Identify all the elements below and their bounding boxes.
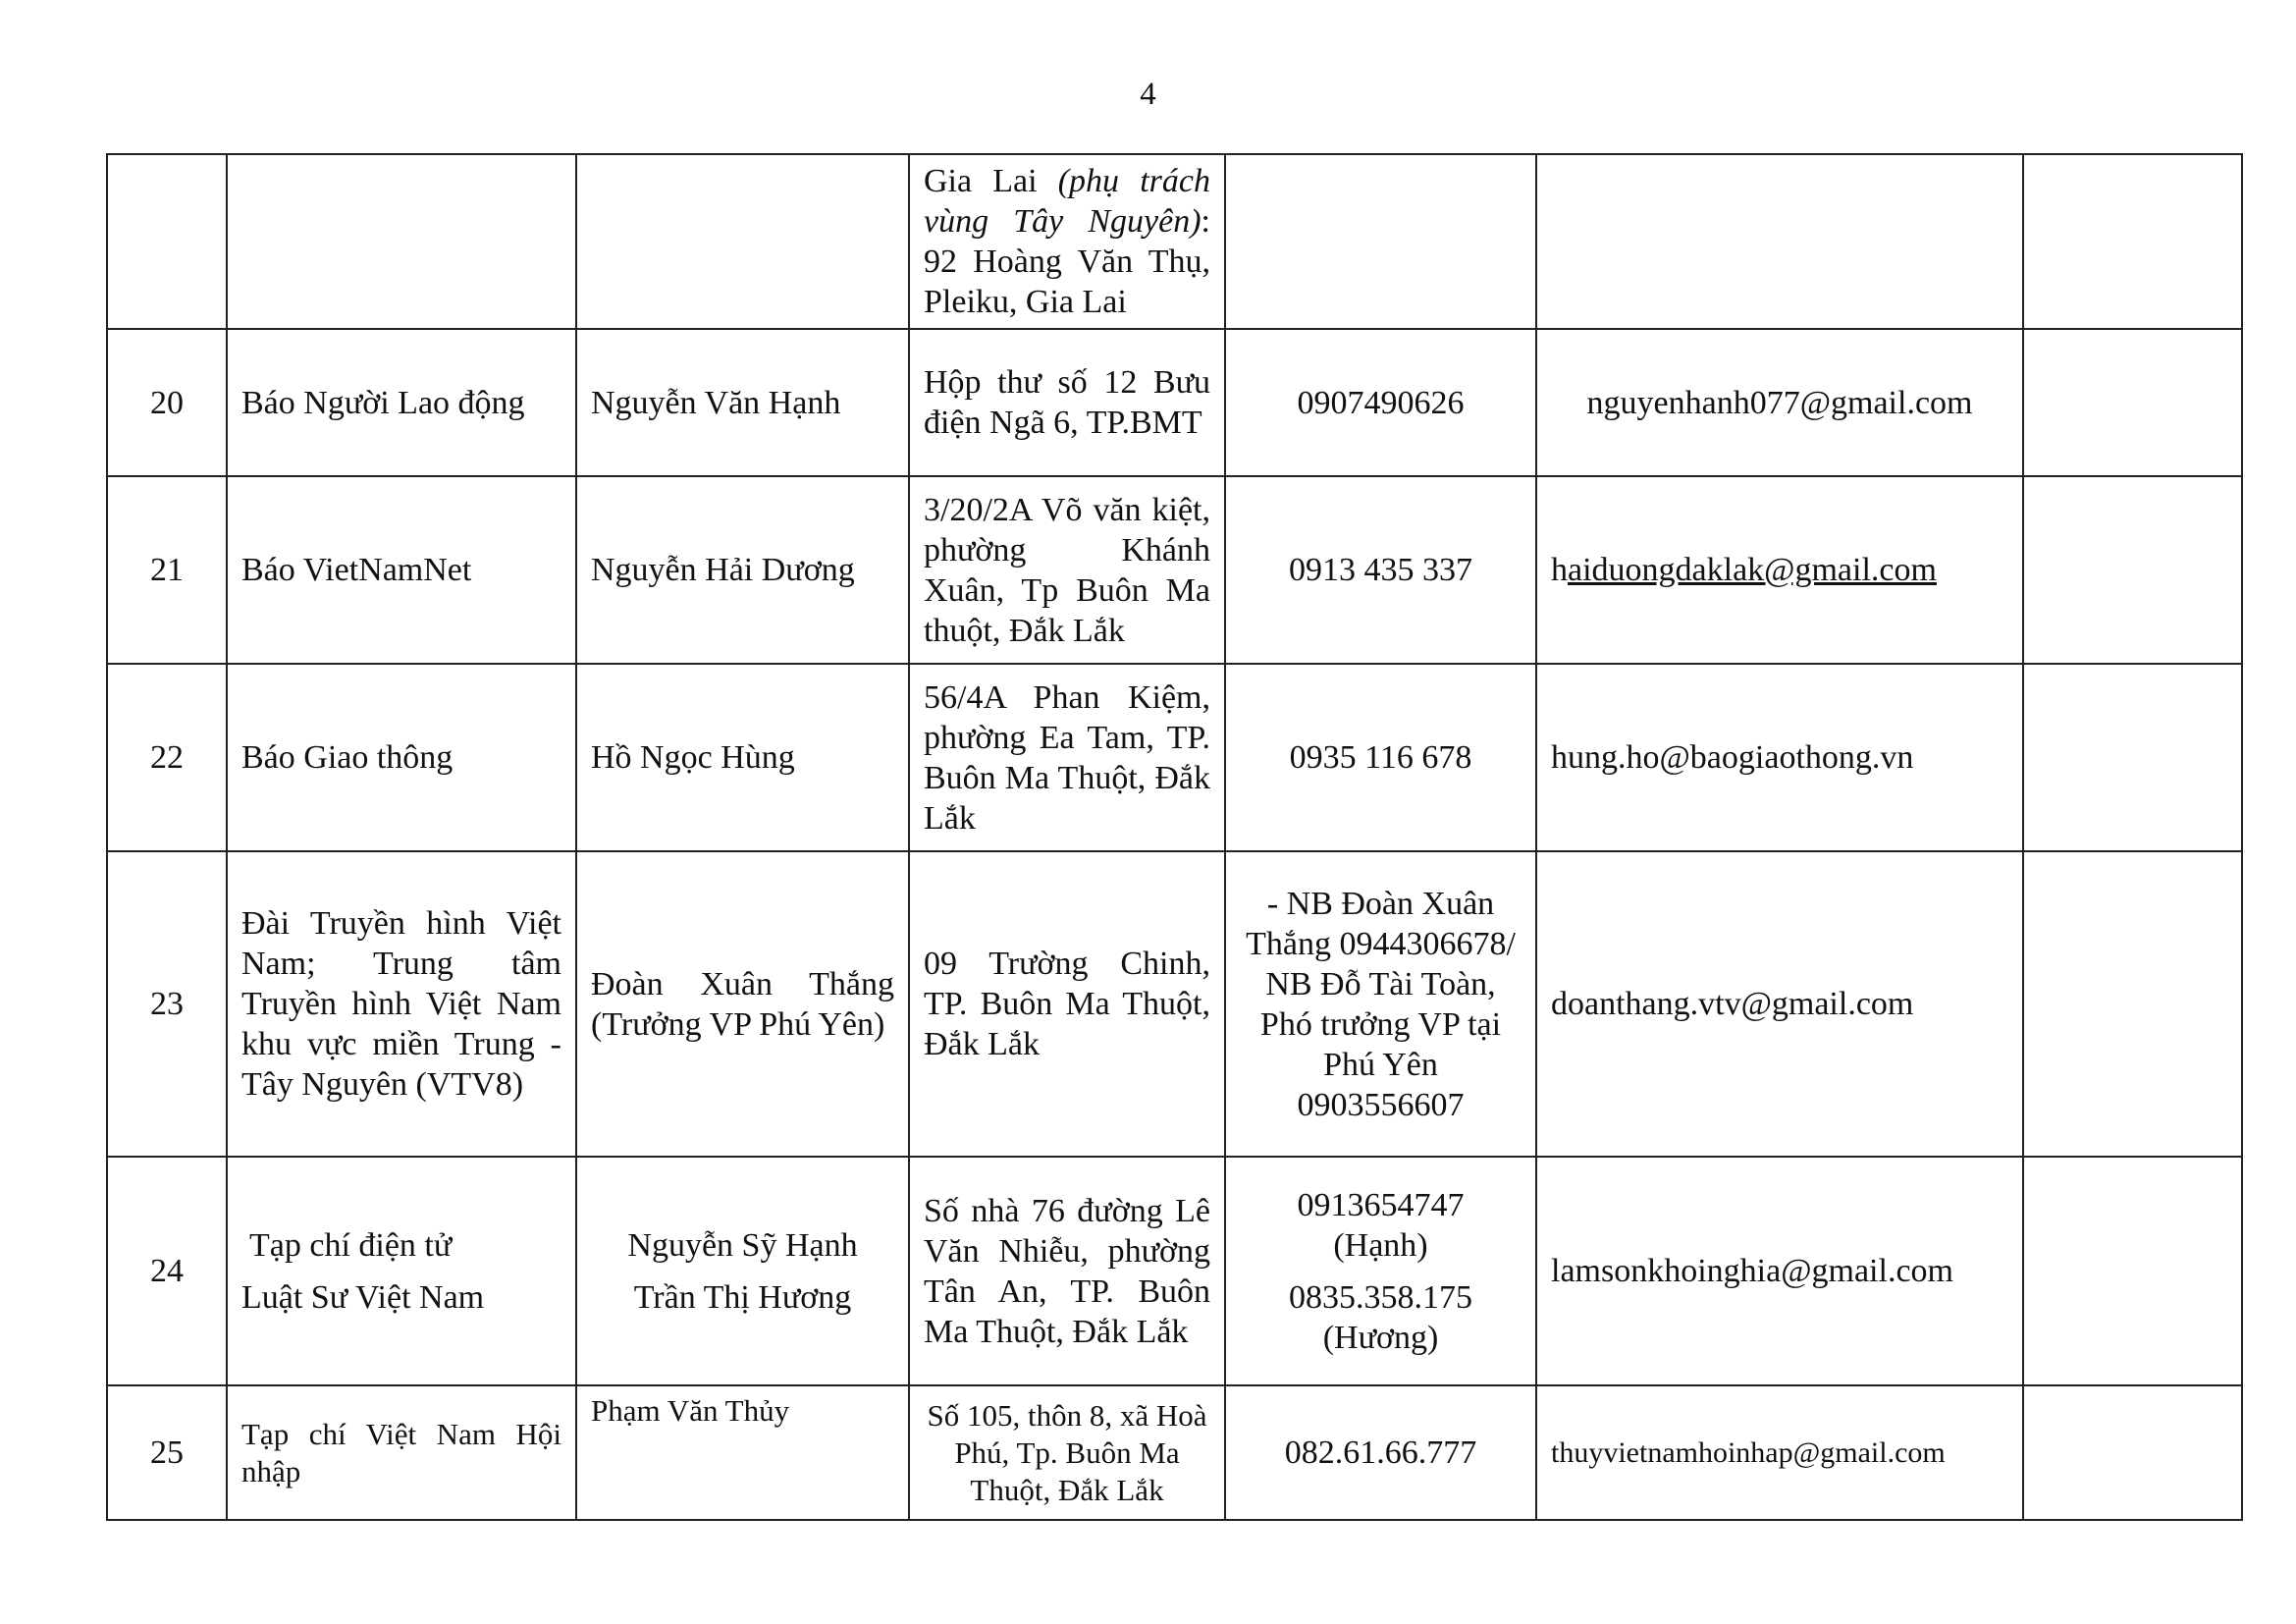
organization-cell: Đài Truyền hình Việt Nam; Trung tâm Truyền hình Việt Nam khu vực miền Trung - Tây Nguyên (VTV8) — [227, 851, 576, 1157]
person-cell: Nguyễn Văn Hạnh — [576, 329, 909, 476]
note-cell — [2023, 329, 2242, 476]
phone-cell — [1225, 154, 1536, 329]
table-row — [107, 1157, 2242, 1385]
email-text: h — [1551, 552, 1568, 588]
address-italic-note: (phụ trách vùng Tây Nguyên) — [924, 163, 1210, 240]
table-row — [107, 1385, 2242, 1520]
phone-cell: 0907490626 — [1225, 329, 1536, 476]
table-row — [107, 664, 2242, 851]
row-number: 24 — [107, 1157, 227, 1385]
person-cell — [576, 154, 909, 329]
phone-line: 0913654747 — [1297, 1186, 1465, 1223]
phone-line: 0835.358.175 — [1289, 1278, 1472, 1316]
person-cell — [576, 1157, 909, 1385]
address-cell: 3/20/2A Võ văn kiệt, phường Khánh Xuân, Tp Buôn Ma thuột, Đắk Lắk — [909, 476, 1225, 664]
note-cell — [2023, 851, 2242, 1157]
row-number: 25 — [107, 1385, 227, 1520]
row-number: 22 — [107, 664, 227, 851]
address-text: Gia Lai — [924, 163, 1058, 199]
row-number: 21 — [107, 476, 227, 664]
note-cell — [2023, 664, 2242, 851]
table-row — [107, 154, 2242, 329]
phone-cell: - NB Đoàn Xuân Thắng 0944306678/ NB Đỗ Tài Toàn, Phó trưởng VP tại Phú Yên 0903556607 — [1225, 851, 1536, 1157]
email-cell[interactable]: nguyenhanh077@gmail.com — [1536, 329, 2023, 476]
email-cell[interactable]: doanthang.vtv@gmail.com — [1536, 851, 2023, 1157]
phone-line: (Hạnh) — [1333, 1226, 1428, 1264]
organization-cell — [227, 154, 576, 329]
phone-cell — [1225, 1157, 1536, 1385]
person-line: Nguyễn Sỹ Hạnh — [627, 1226, 858, 1264]
note-cell — [2023, 154, 2242, 329]
person-cell: Hồ Ngọc Hùng — [576, 664, 909, 851]
row-number: 23 — [107, 851, 227, 1157]
organization-cell — [227, 1157, 576, 1385]
address-cell — [909, 154, 1225, 329]
email-cell — [1536, 154, 2023, 329]
address-cell: 09 Trường Chinh, TP. Buôn Ma Thuột, Đắk Lắk — [909, 851, 1225, 1157]
address-cell: Số 105, thôn 8, xã Hoà Phú, Tp. Buôn Ma Thuột, Đắk Lắk — [909, 1385, 1225, 1520]
person-cell: Đoàn Xuân Thắng (Trưởng VP Phú Yên) — [576, 851, 909, 1157]
person-cell: Phạm Văn Thủy — [576, 1385, 909, 1520]
table-row — [107, 851, 2242, 1157]
table-row — [107, 329, 2242, 476]
person-cell: Nguyễn Hải Dương — [576, 476, 909, 664]
table-row — [107, 476, 2242, 664]
email-cell[interactable]: thuyvietnamhoinhap@gmail.com — [1536, 1385, 2023, 1520]
address-cell: 56/4A Phan Kiệm, phường Ea Tam, TP. Buôn Ma Thuột, Đắk Lắk — [909, 664, 1225, 851]
organization-cell: Báo VietNamNet — [227, 476, 576, 664]
phone-cell: 0913 435 337 — [1225, 476, 1536, 664]
address-text: : 92 Hoàng Văn Thụ, Pleiku, Gia Lai — [924, 203, 1210, 320]
email-link[interactable]: aiduongdaklak@gmail.com — [1568, 552, 1937, 588]
email-cell[interactable] — [1536, 476, 2023, 664]
note-cell — [2023, 476, 2242, 664]
row-number: 20 — [107, 329, 227, 476]
note-cell — [2023, 1385, 2242, 1520]
phone-cell: 082.61.66.777 — [1225, 1385, 1536, 1520]
organization-line: Luật Sư Việt Nam — [241, 1278, 485, 1316]
person-line: Trần Thị Hương — [633, 1278, 852, 1316]
email-cell[interactable]: lamsonkhoinghia@gmail.com — [1536, 1157, 2023, 1385]
organization-cell: Tạp chí Việt Nam Hội nhập — [227, 1385, 576, 1520]
press-contact-table — [106, 153, 2243, 1521]
phone-cell: 0935 116 678 — [1225, 664, 1536, 851]
note-cell — [2023, 1157, 2242, 1385]
row-number — [107, 154, 227, 329]
organization-cell: Báo Giao thông — [227, 664, 576, 851]
organization-cell: Báo Người Lao động — [227, 329, 576, 476]
page-number: 4 — [1140, 77, 1156, 112]
email-cell[interactable]: hung.ho@baogiaothong.vn — [1536, 664, 2023, 851]
organization-line: Tạp chí điện tử — [249, 1226, 453, 1264]
phone-line: (Hương) — [1322, 1319, 1439, 1356]
address-cell: Hộp thư số 12 Bưu điện Ngã 6, TP.BMT — [909, 329, 1225, 476]
address-cell: Số nhà 76 đường Lê Văn Nhiễu, phường Tân An, TP. Buôn Ma Thuột, Đắk Lắk — [909, 1157, 1225, 1385]
